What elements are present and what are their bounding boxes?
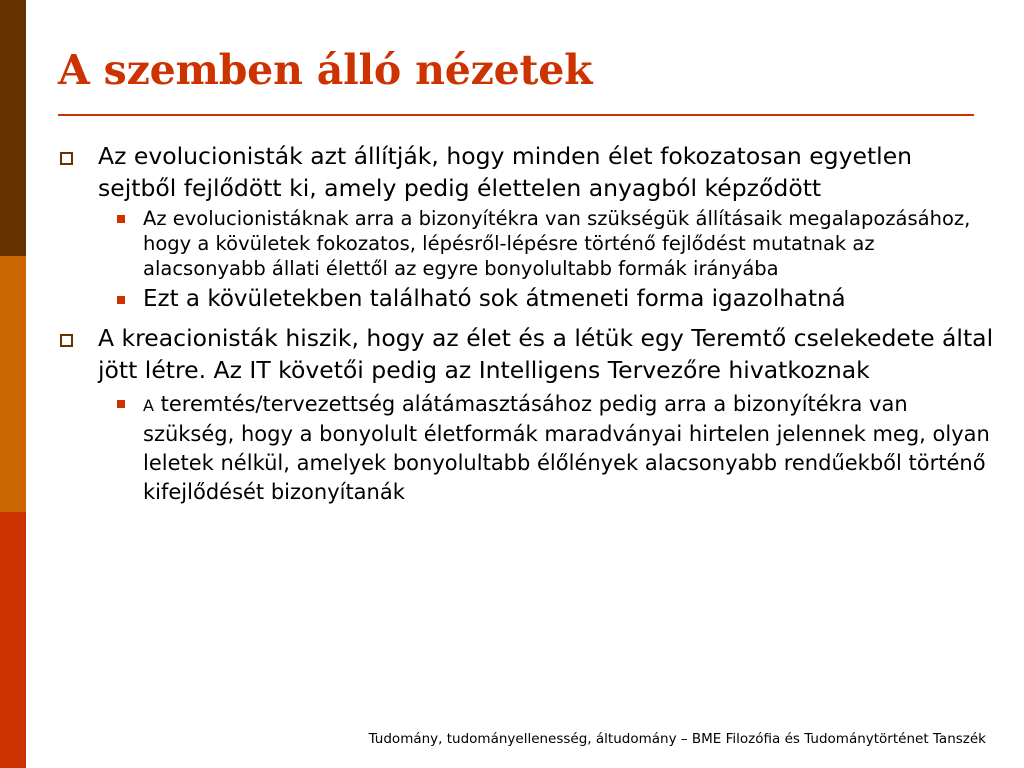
bullet-creationists [60, 322, 995, 386]
filled-square-bullet-icon [117, 296, 125, 304]
sub-bullet-evidence-needed [60, 206, 995, 281]
bullet-text: A kreacionisták hiszik, hogy az élet és a létük egy Teremtő cselekedete által jött létre. Az IT követői pedig az Intelligens Tervezőre hivatkoznak [98, 324, 994, 384]
bullet-text: Az evolucionisták azt állítják, hogy minden élet fokozatosan egyetlen sejtből fejlődött ki, amely pedig élettelen anyagból képződött [98, 142, 913, 202]
slide-footer: Tudomány, tudományellenesség, áltudomány – BME Filozófia és Tudománytörténet Tanszék [368, 731, 986, 747]
sub-bullet-text: Az evolucionistáknak arra a bizonyítékra van szükségük állításaik megalapozásához, hogy a kövületek fokozatos, lépésről-lépésre történő fejlődést mutatnak az alacsonyabb állati élettől az egyre bonyolultabb formák irányába [143, 207, 971, 280]
sub-bullet-transitional-forms [60, 285, 995, 314]
sub-bullet-creation-evidence [60, 390, 995, 507]
slide-title: A szemben álló nézetek [58, 46, 593, 94]
side-stripe-bottom [0, 512, 26, 768]
hollow-square-bullet-icon [60, 152, 73, 165]
sub-bullet-text: Ezt a kövületekben található sok átmeneti forma igazolhatná [143, 286, 846, 312]
title-underline [58, 114, 974, 116]
side-stripe-middle [0, 256, 26, 512]
slide-content [60, 140, 995, 507]
side-stripe-top [0, 0, 26, 256]
sub-bullet-text: teremtés/tervezettség alátámasztásához pedig arra a bizonyítékra van szükség, hogy a bonyolult életformák maradványai hirtelen jelennek meg, olyan leletek nélkül, amelyek bonyolultabb élőlények alacsonyabb rendűekből történő kifejlődését bizonyítanák [143, 392, 990, 504]
sub-bullet-lead: A [143, 396, 154, 415]
hollow-square-bullet-icon [60, 334, 73, 347]
bullet-evolutionists [60, 140, 995, 204]
filled-square-bullet-icon [117, 215, 125, 223]
filled-square-bullet-icon [117, 400, 125, 408]
